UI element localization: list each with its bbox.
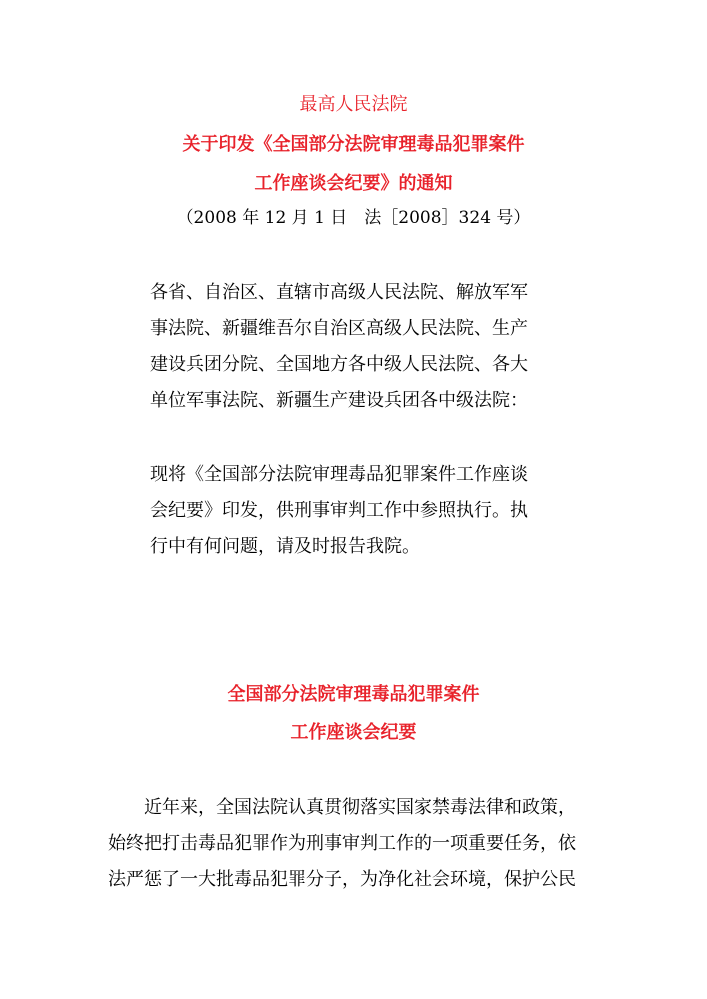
notice-title-line-1: 关于印发《全国部分法院审理毒品犯罪案件 bbox=[182, 134, 525, 155]
recipients-line: 单位军事法院、新疆生产建设兵团各中级法院： bbox=[150, 390, 528, 411]
recipients-line: 建设兵团分院、全国地方各中级人民法院、各大 bbox=[150, 354, 528, 375]
document-reference: （2008 年 12 月 1 日 法［2008］324 号） bbox=[176, 208, 531, 228]
recipients-line: 各省、自治区、直辖市高级人民法院、解放军军 bbox=[150, 282, 528, 303]
notice-body-line: 会纪要》印发，供刑事审判工作中参照执行。执 bbox=[150, 500, 528, 521]
notice-body-line: 现将《全国部分法院审理毒品犯罪案件工作座谈 bbox=[150, 464, 528, 485]
minutes-title-line-1: 全国部分法院审理毒品犯罪案件 bbox=[227, 684, 480, 705]
notice-title-line-2: 工作座谈会纪要》的通知 bbox=[254, 173, 453, 194]
minutes-paragraph-line: 法严惩了一大批毒品犯罪分子，为净化社会环境，保护公民 bbox=[108, 869, 576, 890]
minutes-paragraph-line: 始终把打击毒品犯罪作为刑事审判工作的一项重要任务，依 bbox=[108, 833, 576, 854]
issuer-heading: 最高人民法院 bbox=[299, 94, 408, 115]
minutes-title-line-2: 工作座谈会纪要 bbox=[290, 722, 417, 743]
recipients-line: 事法院、新疆维吾尔自治区高级人民法院、生产 bbox=[150, 318, 528, 339]
minutes-paragraph-line: 近年来，全国法院认真贯彻落实国家禁毒法律和政策， bbox=[108, 797, 576, 818]
notice-body-line: 行中有何问题，请及时报告我院。 bbox=[150, 536, 420, 557]
